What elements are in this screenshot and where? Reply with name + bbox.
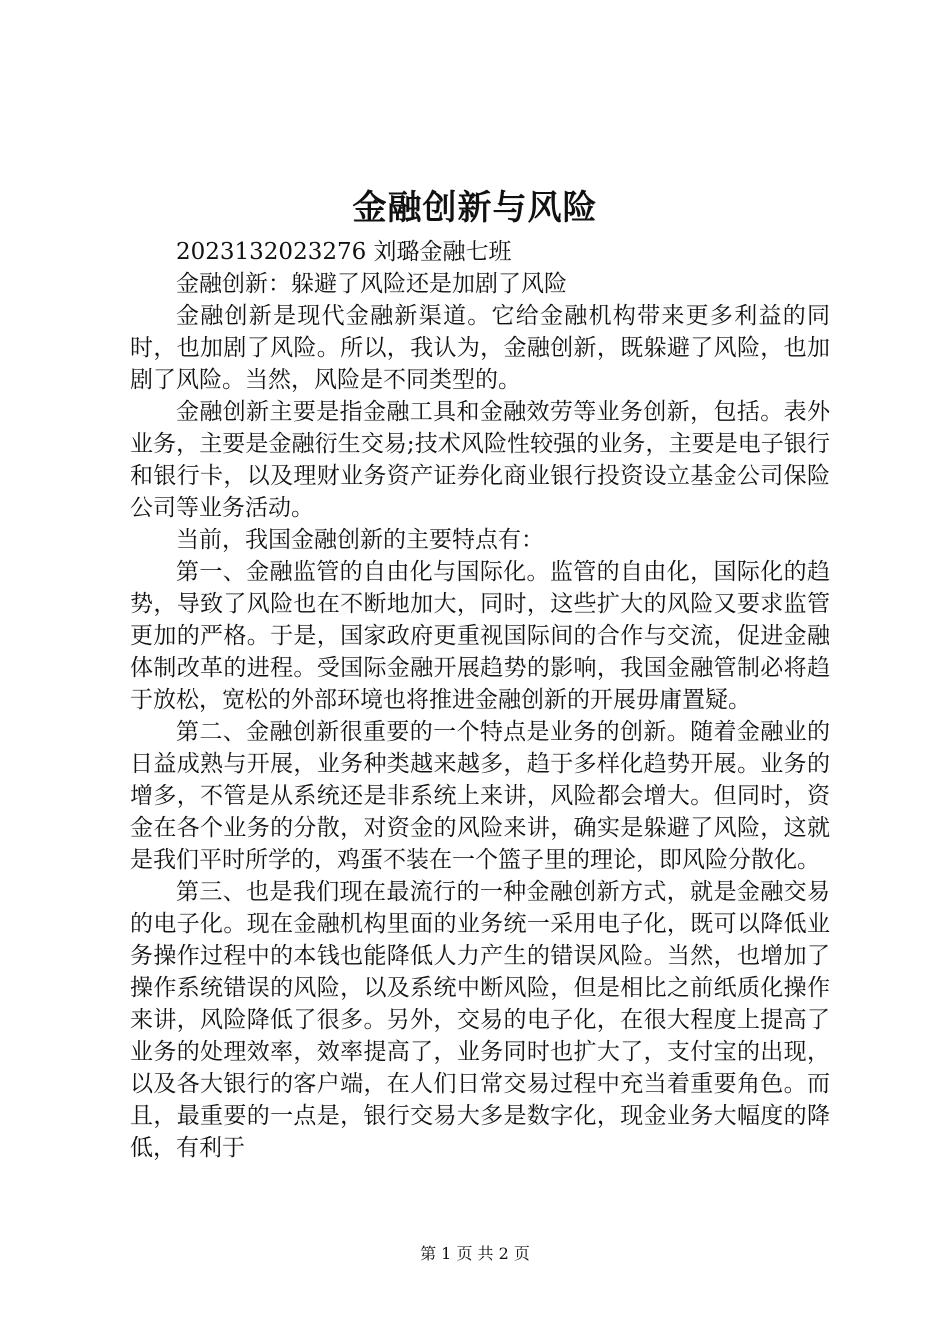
paragraph: 第一、金融监管的自由化与国际化。监管的自由化，国际化的趋势，导致了风险也在不断地加大，同时，这些扩大的风险又要求监管更加的严格。于是，国家政府更重视国际间的合作与交流，促进金融体制改革的进程。受国际金融开展趋势的影响，我国金融管制必将趋于放松，宽松的外部环境也将推进金融创新的开展毋庸置疑。 (130, 559, 830, 713)
document-title: 金融创新与风险 (352, 188, 598, 228)
paragraph: 第三、也是我们现在最流行的一种金融创新方式，就是金融交易的电子化。现在金融机构里面的业务统一采用电子化，既可以降低业务操作过程中的本钱也能降低人力产生的错误风险。当然，也增加了操作系统错误的风险，以及系统中断风险，但是相比之前纸质化操作来讲，风险降低了很多。另外，交易的电子化，在很大程度上提高了业务的处理效率，效率提高了，业务同时也扩大了，支付宝的出现，以及各大银行的客户端，在人们日常交易过程中充当着重要角色。而且，最重要的一点是，银行交易大多是数字化，现金业务大幅度的降低，有利于 (130, 879, 830, 1161)
paragraph: 当前，我国金融创新的主要特点有： (176, 527, 544, 553)
paragraph: 金融创新主要是指金融工具和金融效劳等业务创新，包括。表外业务，主要是金融衍生交易;技术风险性较强的业务，主要是电子银行和银行卡，以及理财业务资产证券化商业银行投资设立基金公司保险公司等业务活动。 (130, 399, 830, 521)
subtitle-line: 金融创新：躲避了风险还是加剧了风险 (176, 271, 567, 297)
page-footer: 第 1 页 共 2 页 (420, 1244, 530, 1263)
paragraph: 第二、金融创新很重要的一个特点是业务的创新。随着金融业的日益成熟与开展，业务种类越来越多，趋于多样化趋势开展。业务的增多，不管是从系统还是非系统上来讲，风险都会增大。但同时，资金在各个业务的分散，对资金的风险来讲，确实是躲避了风险，这就是我们平时所学的，鸡蛋不装在一个篮子里的理论，即风险分散化。 (130, 719, 830, 873)
author-line: 2023132023276 刘璐金融七班 (176, 239, 512, 265)
document-body (130, 236, 830, 1164)
paragraph: 金融创新是现代金融新渠道。它给金融机构带来更多利益的同时，也加剧了风险。所以，我认为，金融创新，既躲避了风险，也加剧了风险。当然，风险是不同类型的。 (130, 303, 830, 393)
